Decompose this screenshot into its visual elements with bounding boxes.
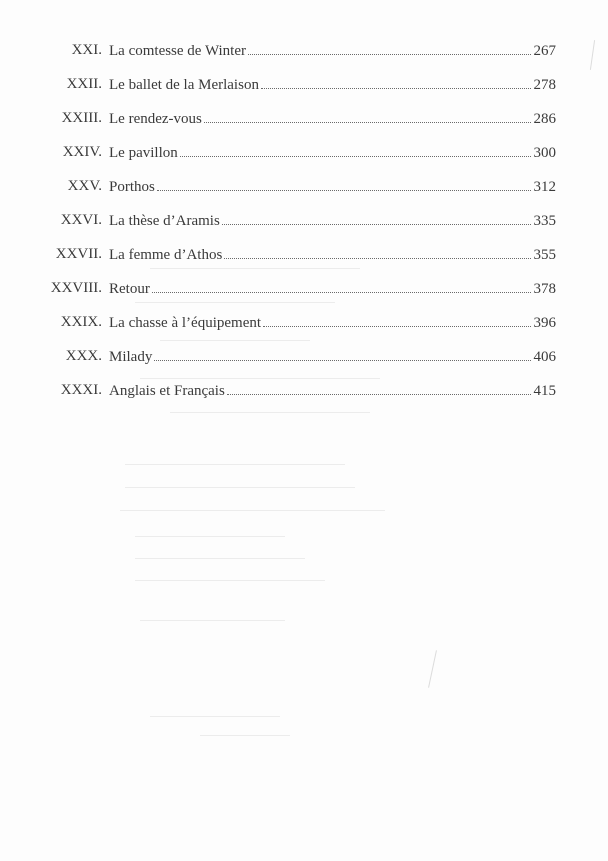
page-number: 415 xyxy=(533,383,556,399)
bleed-through-line xyxy=(125,487,355,488)
page-number: 300 xyxy=(533,145,556,161)
toc-entry-28 xyxy=(0,278,608,312)
toc-entry-24 xyxy=(0,142,608,176)
bleed-through-line xyxy=(135,558,305,559)
page-number: 335 xyxy=(533,213,556,229)
dot-leader xyxy=(224,244,530,259)
chapter-title: Retour xyxy=(109,281,150,297)
toc-entry-30 xyxy=(0,346,608,380)
chapter-number: XXXI. xyxy=(60,382,102,398)
chapter-number: XXIX. xyxy=(60,314,102,330)
page-number: 406 xyxy=(533,349,556,365)
chapter-title: Anglais et Français xyxy=(109,383,225,399)
toc-entry-27 xyxy=(0,244,608,278)
toc-entry-23 xyxy=(0,108,608,142)
toc-entry-25 xyxy=(0,176,608,210)
toc-entry-21 xyxy=(0,40,608,74)
chapter-title: La comtesse de Winter xyxy=(109,43,246,59)
bleed-through-line xyxy=(160,340,310,341)
chapter-number: XXX. xyxy=(65,348,102,364)
dot-leader xyxy=(263,312,530,327)
dot-leader xyxy=(204,108,531,123)
bleed-through-line xyxy=(170,412,370,413)
scan-scratch xyxy=(428,650,437,687)
page-number: 278 xyxy=(533,77,556,93)
dot-leader xyxy=(248,40,531,55)
toc-entry-26 xyxy=(0,210,608,244)
chapter-title: Le pavillon xyxy=(109,145,178,161)
page-number: 267 xyxy=(533,43,556,59)
chapter-number: XXI. xyxy=(71,42,102,58)
table-of-contents xyxy=(0,40,608,414)
bleed-through-line xyxy=(150,716,280,717)
bleed-through-line xyxy=(135,580,325,581)
chapter-title: Le ballet de la Merlaison xyxy=(109,77,259,93)
chapter-title: La femme d’Athos xyxy=(109,247,223,263)
bleed-through-line xyxy=(140,620,285,621)
chapter-number: XXVI. xyxy=(60,212,102,228)
chapter-title: La chasse à l’équipement xyxy=(109,315,262,331)
dot-leader xyxy=(222,210,531,225)
chapter-number: XXIV. xyxy=(62,144,102,160)
chapter-title: Milady xyxy=(109,349,153,365)
chapter-number: XXVIII. xyxy=(50,280,102,296)
dot-leader xyxy=(157,176,531,191)
toc-entry-31 xyxy=(0,380,608,414)
bleed-through-line xyxy=(150,268,360,269)
page-number: 286 xyxy=(533,111,556,127)
dot-leader xyxy=(180,142,531,157)
chapter-number: XXV. xyxy=(67,178,102,194)
page-number: 312 xyxy=(533,179,556,195)
bleed-through-line xyxy=(135,302,335,303)
dot-leader xyxy=(261,74,531,89)
page-number: 355 xyxy=(533,247,556,263)
chapter-number: XXII. xyxy=(66,76,102,92)
bleed-through-line xyxy=(120,510,385,511)
chapter-title: La thèse d’Aramis xyxy=(109,213,220,229)
dot-leader xyxy=(152,278,531,293)
bleed-through-line xyxy=(135,536,285,537)
bleed-through-line xyxy=(140,378,380,379)
chapter-number: XXIII. xyxy=(61,110,102,126)
bleed-through-line xyxy=(200,735,290,736)
toc-entry-22 xyxy=(0,74,608,108)
chapter-title: Porthos xyxy=(109,179,155,195)
chapter-number: XXVII. xyxy=(55,246,102,262)
chapter-title: Le rendez-vous xyxy=(109,111,202,127)
page-number: 396 xyxy=(533,315,556,331)
page-number: 378 xyxy=(533,281,556,297)
dot-leader xyxy=(227,380,531,395)
bleed-through-line xyxy=(125,464,345,465)
dot-leader xyxy=(154,346,530,361)
